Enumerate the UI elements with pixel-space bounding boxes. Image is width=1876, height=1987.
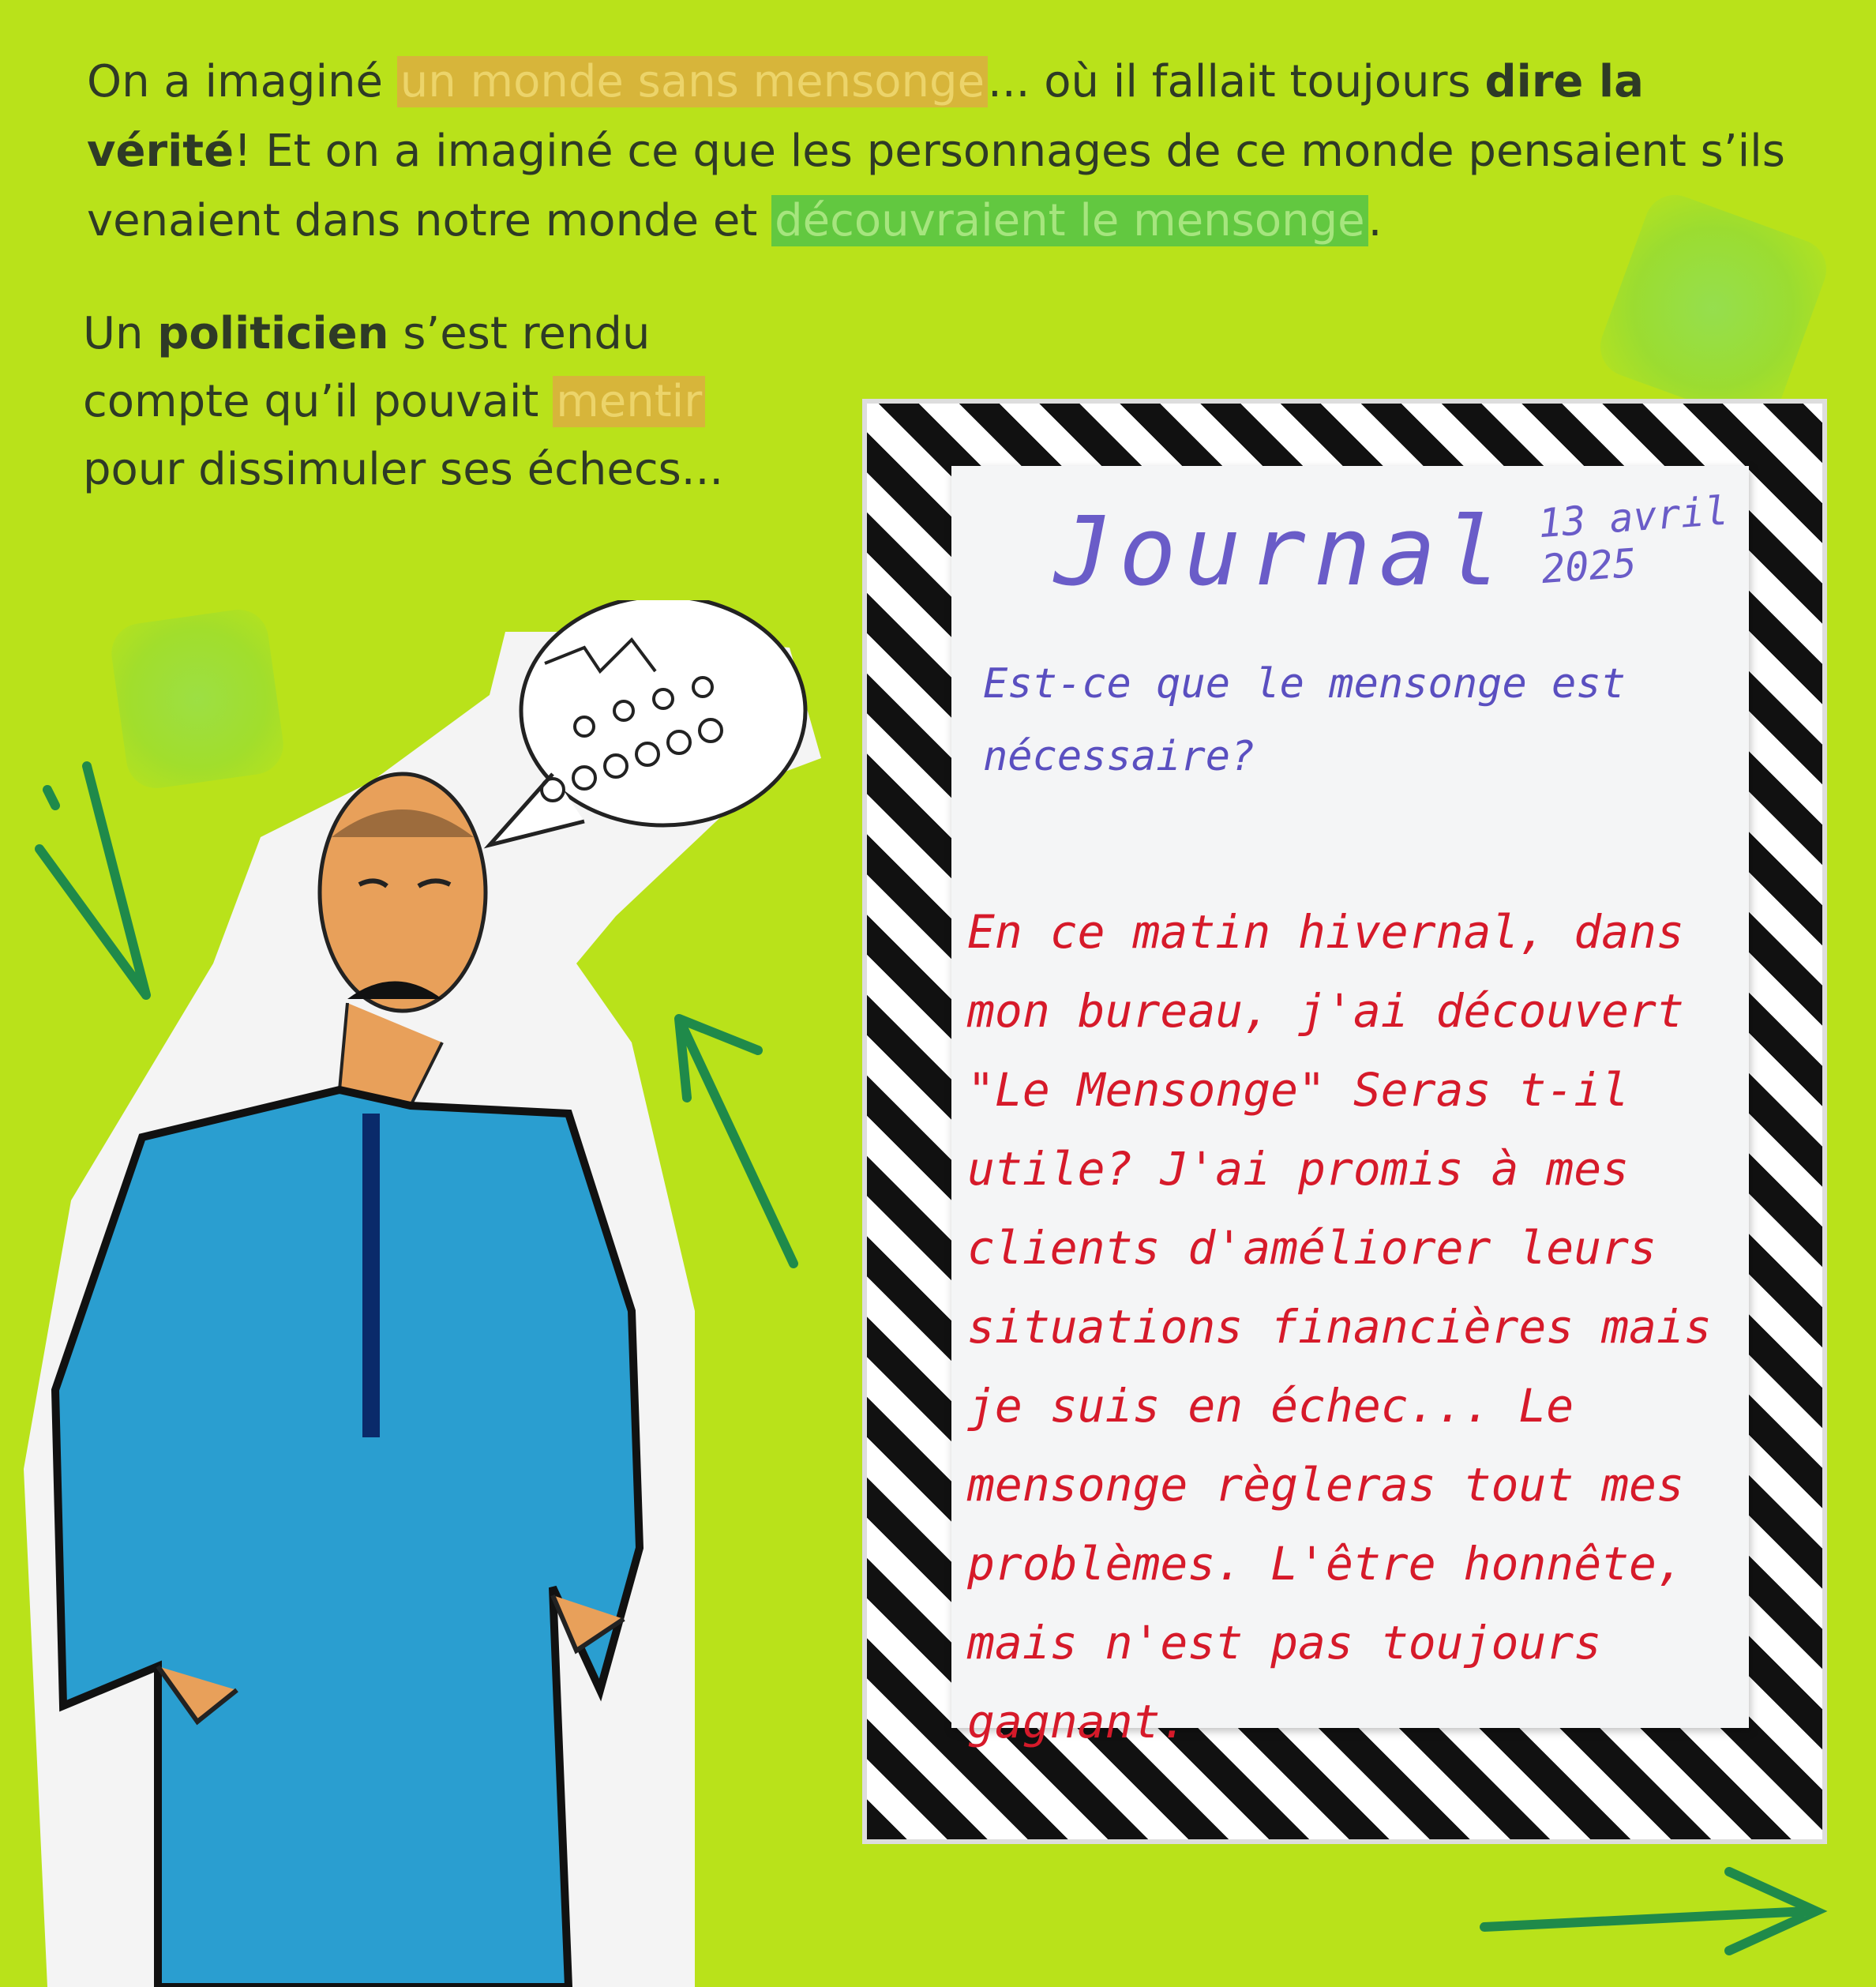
bold-dire-la-verite: dire la vérité [87,56,1644,177]
politician-drawing [0,600,861,1987]
intro-text: pour dissimuler ses échecs... [83,444,724,495]
journal-card [951,466,1749,1748]
intro-text: On a imaginé [87,56,397,107]
intro-text: ! Et on a imaginé ce que les personnages de ce monde pensaient s’ils venaient dans notre monde et [87,126,1785,246]
intro-text: Un [83,308,158,359]
intro-text: ... où il fallait toujours [988,56,1485,107]
journal-title: Journal [1054,498,1509,607]
intro-text: . [1368,195,1383,246]
highlight-mentir: mentir [553,376,705,427]
intro-text: s’est rendu compte qu’il pouvait [83,308,651,427]
bold-politicien: politicien [157,308,389,359]
highlight-decouvraient-le-mensonge: découvraient le mensonge [771,195,1368,246]
journal-date: 13 avril 2025 [1536,487,1730,593]
journal-question: Est-ce que le mensonge est nécessaire? [983,660,1626,780]
highlight-monde-sans-mensonge: un monde sans mensonge [397,56,988,107]
journal-body: En ce matin hivernal, dans mon bureau, j'ai découvert "Le Mensonge" Seras t-il utile? J'ai promis à mes clients d'améliorer leurs situations financières mais je suis en échec... Le mensonge règleras tout mes problèmes. L'être honnête, mais n'est pas toujours gagnant. [967,905,1712,1748]
